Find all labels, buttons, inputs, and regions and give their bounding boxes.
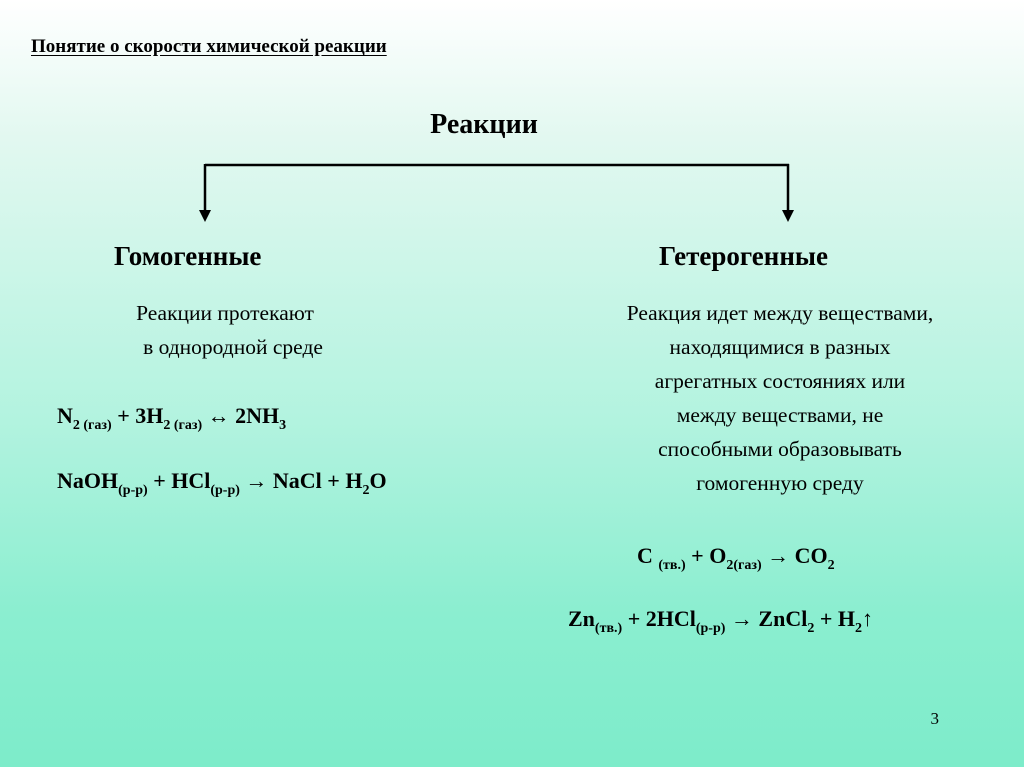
homogeneous-heading: Гомогенные: [114, 241, 262, 271]
description-line: способными образовывать: [658, 437, 902, 461]
page-number: 3: [930, 709, 939, 728]
root-node-label: Реакции: [430, 109, 538, 140]
homogeneous-equation-2: NaOH$_{(р-р)}$ + HCl$_{(р-р)}$ → NaCl + $H_2O$: [57, 468, 387, 498]
heterogeneous-equation-1: C $_{(тв.)} + O_{2(газ)} \to CO_2$: [637, 543, 835, 573]
left-arrowhead-icon: [199, 210, 211, 222]
homogeneous-equation-1: $N_{2 (газ)} + 3H_{2 (газ)}$ ↔ $2NH_3$: [57, 403, 287, 433]
description-line: Реакции протекают: [136, 301, 314, 325]
heterogeneous-heading: Гетерогенные: [659, 241, 828, 271]
slide-title: Понятие о скорости химической реакции: [31, 36, 387, 57]
heterogeneous-description: [555, 296, 1005, 500]
description-line: агрегатных состояниях или: [654, 369, 906, 393]
description-line: гомогенную среду: [696, 471, 864, 495]
right-arrowhead-icon: [782, 210, 794, 222]
description-line: между веществами, не: [676, 403, 884, 427]
description-line: находящимися в разных: [669, 335, 891, 359]
description-line: в однородной среде: [143, 335, 323, 359]
description-line: Реакция идет между веществами,: [626, 301, 934, 325]
up-arrow-icon: ↑: [861, 606, 873, 631]
heterogeneous-equation-2: $Zn_{(тв.)} + 2HCl_{(р-р)}$ → ZnCl$_2$ + $H_2↑$: [568, 606, 873, 636]
homogeneous-description: [60, 296, 390, 364]
